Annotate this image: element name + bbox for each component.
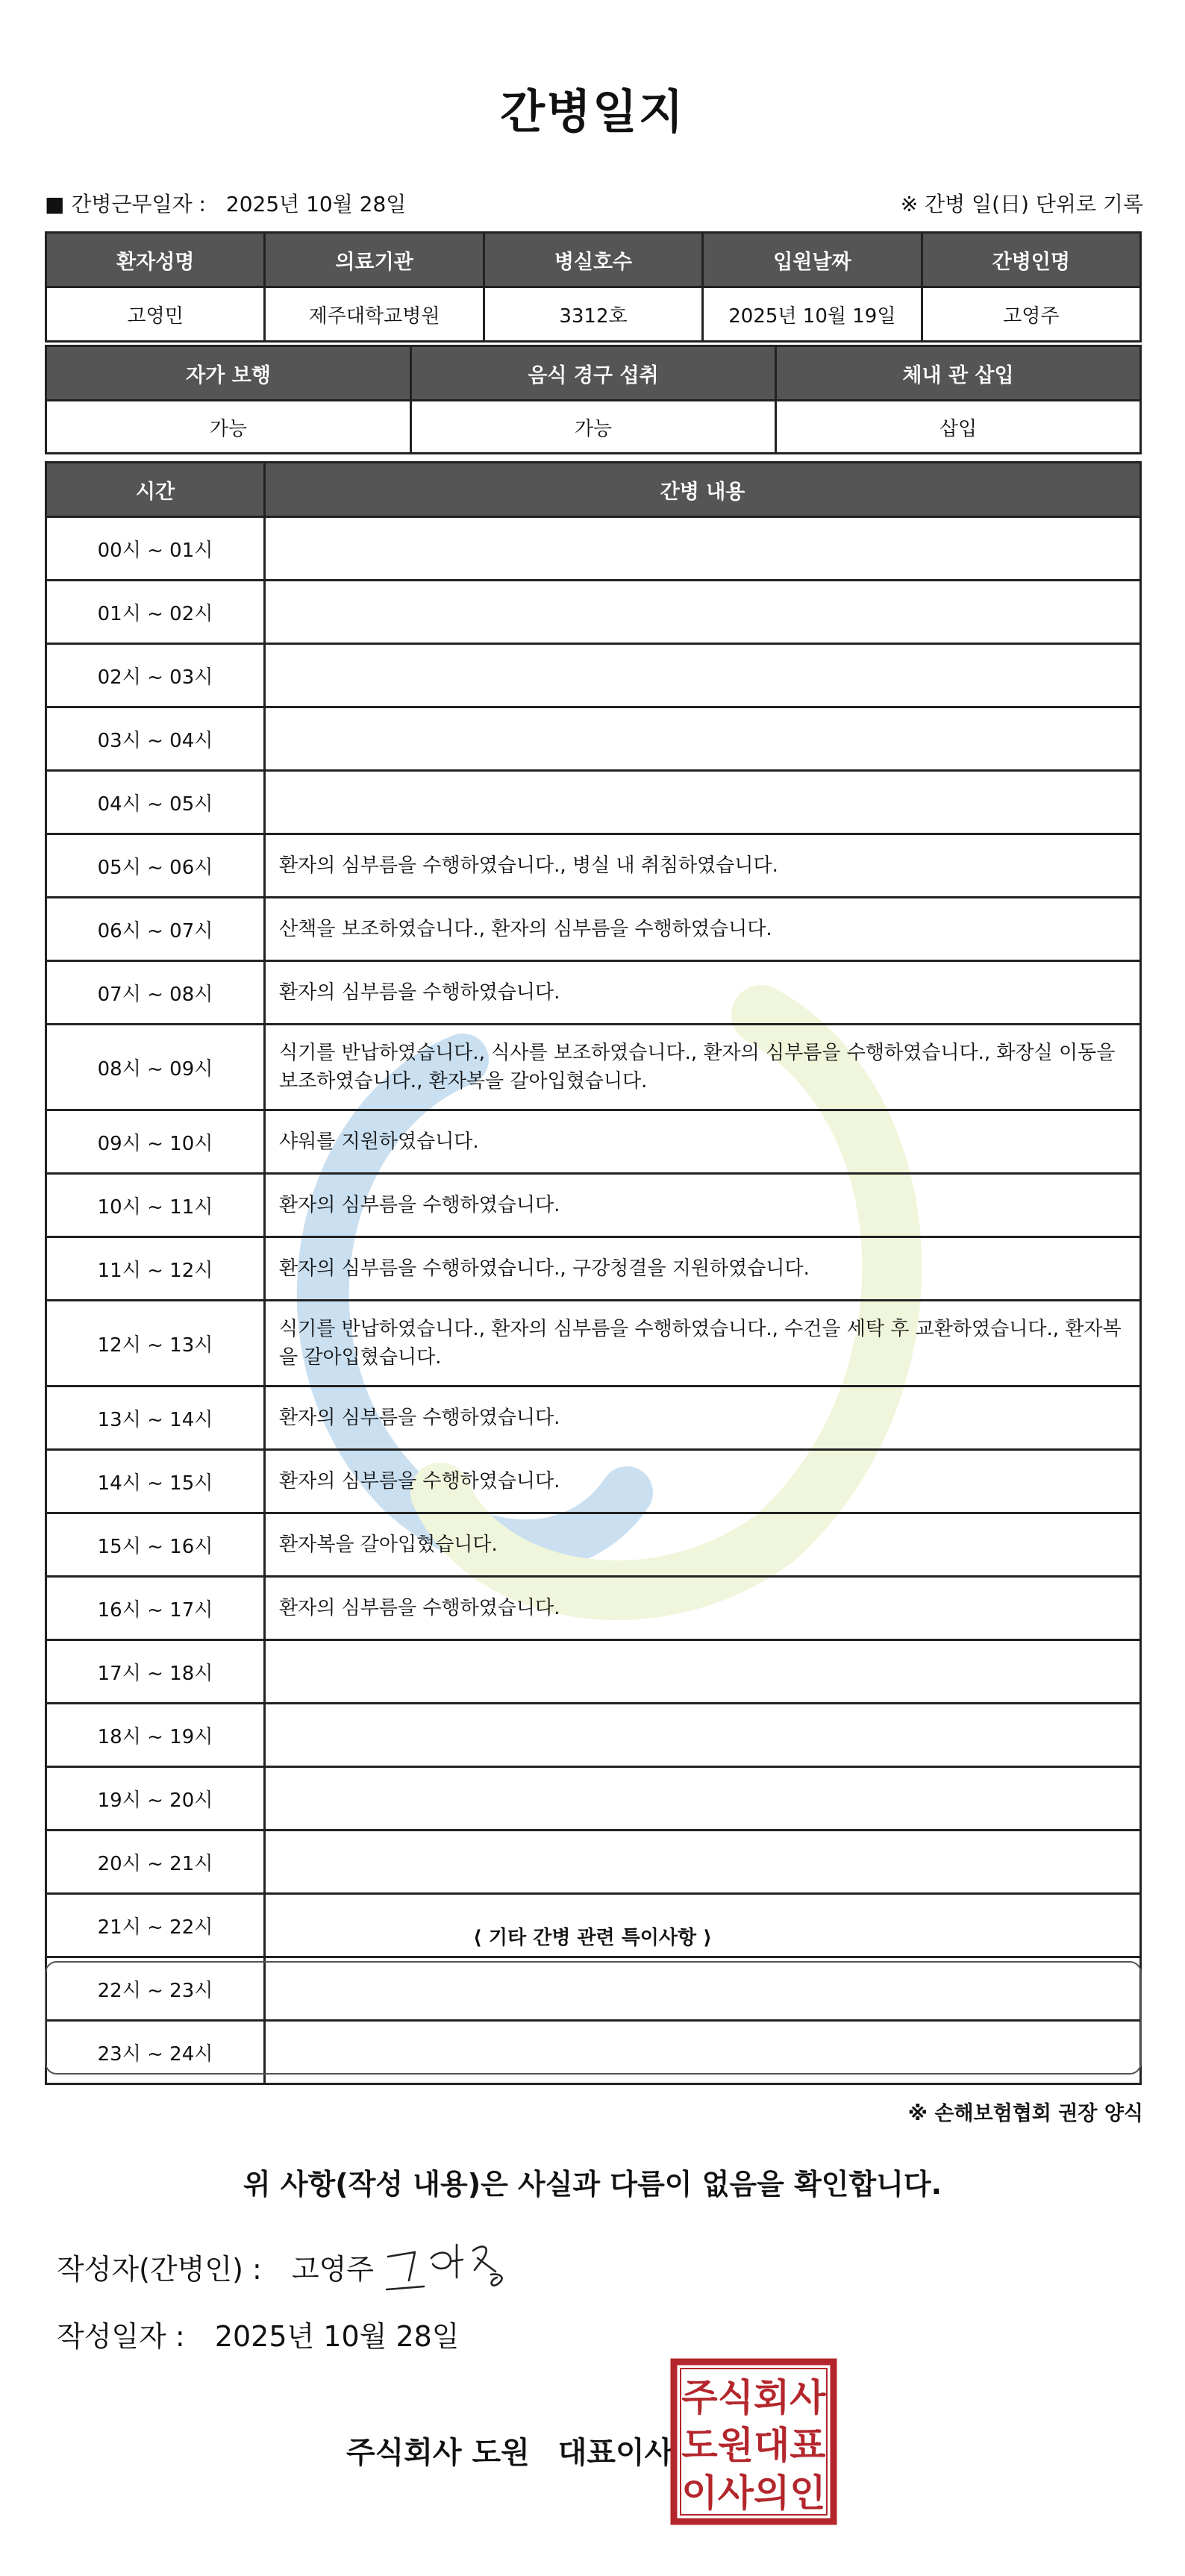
table-row [46, 1387, 1141, 1450]
time-cell: 13시 ~ 14시 [46, 1387, 265, 1450]
company-name: 주식회사 도원 [346, 2436, 530, 2470]
time-cell: 20시 ~ 21시 [46, 1831, 265, 1894]
patient-name: 고영민 [46, 287, 265, 342]
unit-note: ※ 간병 일(日) 단위로 기록 [900, 192, 1143, 216]
note-cell [265, 581, 1141, 644]
table-row [46, 834, 1141, 898]
time-cell: 21시 ~ 22시 [46, 1894, 265, 1957]
svg-text:도원대표: 도원대표 [681, 2424, 826, 2467]
table-row [46, 581, 1141, 644]
confirmation-statement: 위 사항(작성 내용)은 사실과 다름이 없음을 확인합니다. [243, 2168, 942, 2201]
table-row [46, 1640, 1141, 1704]
care-log-table [45, 461, 1142, 2085]
time-cell: 01시 ~ 02시 [46, 581, 265, 644]
header-hospital: 의료기관 [265, 233, 484, 287]
table-row [46, 517, 1141, 581]
time-cell: 07시 ~ 08시 [46, 961, 265, 1025]
time-cell: 12시 ~ 13시 [46, 1301, 265, 1387]
table-row [46, 1577, 1141, 1640]
time-cell: 22시 ~ 23시 [46, 1957, 265, 2021]
note-cell: 환자의 심부름을 수행하였습니다., 병실 내 취침하였습니다. [265, 834, 1141, 898]
table-row [46, 1767, 1141, 1831]
writer-name: 고영주 [291, 2253, 374, 2286]
svg-text:주식회사: 주식회사 [681, 2376, 826, 2419]
table-row [46, 1831, 1141, 1894]
written-date-line [57, 2313, 460, 2354]
note-cell [265, 707, 1141, 771]
note-cell [265, 1640, 1141, 1704]
time-cell: 17시 ~ 18시 [46, 1640, 265, 1704]
table-row [46, 1174, 1141, 1237]
time-cell: 04시 ~ 05시 [46, 771, 265, 834]
work-date-value: 2025년 10월 28일 [225, 192, 407, 216]
time-cell: 00시 ~ 01시 [46, 517, 265, 581]
time-cell: 14시 ~ 15시 [46, 1450, 265, 1513]
time-cell: 16시 ~ 17시 [46, 1577, 265, 1640]
oral-intake-value: 가능 [411, 401, 776, 454]
header-room: 병실호수 [484, 233, 702, 287]
table-row [46, 644, 1141, 707]
header-time: 시간 [46, 463, 265, 517]
hospital: 제주대학교병원 [265, 287, 484, 342]
work-date-label: ■ 간병근무일자 : [45, 192, 206, 216]
work-date-line [45, 188, 406, 218]
time-cell: 18시 ~ 19시 [46, 1704, 265, 1767]
header-caregiver-name: 간병인명 [922, 233, 1140, 287]
note-cell: 환자의 심부름을 수행하였습니다. [265, 1174, 1141, 1237]
note-cell: 환자의 심부름을 수행하였습니다. [265, 1577, 1141, 1640]
header-self-walking: 자가 보행 [46, 346, 411, 401]
note-cell [265, 771, 1141, 834]
note-cell [265, 1704, 1141, 1767]
time-cell: 09시 ~ 10시 [46, 1110, 265, 1174]
written-date-value: 2025년 10월 28일 [214, 2320, 460, 2353]
time-cell: 15시 ~ 16시 [46, 1513, 265, 1577]
note-cell: 환자의 심부름을 수행하였습니다., 구강청결을 지원하였습니다. [265, 1237, 1141, 1301]
table-row [46, 961, 1141, 1025]
header-tube-insertion: 체내 관 삽입 [776, 346, 1141, 401]
note-cell: 환자복을 갈아입혔습니다. [265, 1513, 1141, 1577]
time-cell: 03시 ~ 04시 [46, 707, 265, 771]
writer-label: 작성자(간병인) : [57, 2253, 262, 2286]
time-cell: 05시 ~ 06시 [46, 834, 265, 898]
patient-info-table [45, 231, 1142, 343]
note-cell: 샤워를 지원하였습니다. [265, 1110, 1141, 1174]
time-cell: 19시 ~ 20시 [46, 1767, 265, 1831]
table-row [46, 1450, 1141, 1513]
time-cell: 10시 ~ 11시 [46, 1174, 265, 1237]
table-row [46, 898, 1141, 961]
note-cell: 산책을 보조하였습니다., 환자의 심부름을 수행하였습니다. [265, 898, 1141, 961]
table-row [46, 1301, 1141, 1387]
document-title: 간병일지 [500, 84, 685, 139]
header-oral-intake: 음식 경구 섭취 [411, 346, 776, 401]
note-cell: 식기를 반납하였습니다., 환자의 심부름을 수행하였습니다., 수건을 세탁 후 교환하였습니다., 환자복을 갈아입혔습니다. [265, 1301, 1141, 1387]
table-row [46, 1704, 1141, 1767]
note-cell: 환자의 심부름을 수행하였습니다. [265, 961, 1141, 1025]
other-notes-heading: ⟨ 기타 간병 관련 특이사항 ⟩ [472, 1927, 713, 1949]
association-note: ※ 손해보험협회 권장 양식 [907, 2102, 1143, 2125]
note-cell: 식기를 반납하였습니다., 식사를 보조하였습니다., 환자의 심부름을 수행하였습니다., 화장실 이동을 보조하였습니다., 환자복을 갈아입혔습니다. [265, 1025, 1141, 1110]
note-cell [265, 1831, 1141, 1894]
header-patient-name: 환자성명 [46, 233, 265, 287]
caregiver-name: 고영주 [922, 287, 1140, 342]
table-row [46, 771, 1141, 834]
time-cell: 08시 ~ 09시 [46, 1025, 265, 1110]
note-cell: 환자의 심부름을 수행하였습니다. [265, 1450, 1141, 1513]
table-row [46, 1237, 1141, 1301]
svg-text:이사의인: 이사의인 [681, 2472, 826, 2515]
company-seal-icon [670, 2358, 837, 2525]
note-cell [265, 1767, 1141, 1831]
table-row [46, 1110, 1141, 1174]
table-row [46, 1513, 1141, 1577]
time-cell: 11시 ~ 12시 [46, 1237, 265, 1301]
header-admission-date: 입원날짜 [703, 233, 922, 287]
representative-title: 대표이사 [557, 2436, 674, 2470]
time-cell: 06시 ~ 07시 [46, 898, 265, 961]
patient-status-table [45, 345, 1142, 454]
table-row [46, 1025, 1141, 1110]
written-date-label: 작성일자 : [57, 2320, 185, 2353]
tube-insertion-value: 삽입 [776, 401, 1141, 454]
note-cell [265, 517, 1141, 581]
note-cell: 환자의 심부름을 수행하였습니다. [265, 1387, 1141, 1450]
self-walking-value: 가능 [46, 401, 411, 454]
admission-date: 2025년 10월 19일 [703, 287, 922, 342]
writer-line [57, 2246, 374, 2287]
company-line [346, 2429, 673, 2472]
table-row [46, 707, 1141, 771]
time-cell: 02시 ~ 03시 [46, 644, 265, 707]
other-notes-box [45, 1961, 1142, 2075]
signature-icon [379, 2228, 521, 2303]
room-number: 3312호 [484, 287, 702, 342]
time-cell: 23시 ~ 24시 [46, 2021, 265, 2084]
header-care-content: 간병 내용 [265, 463, 1141, 517]
note-cell [265, 644, 1141, 707]
